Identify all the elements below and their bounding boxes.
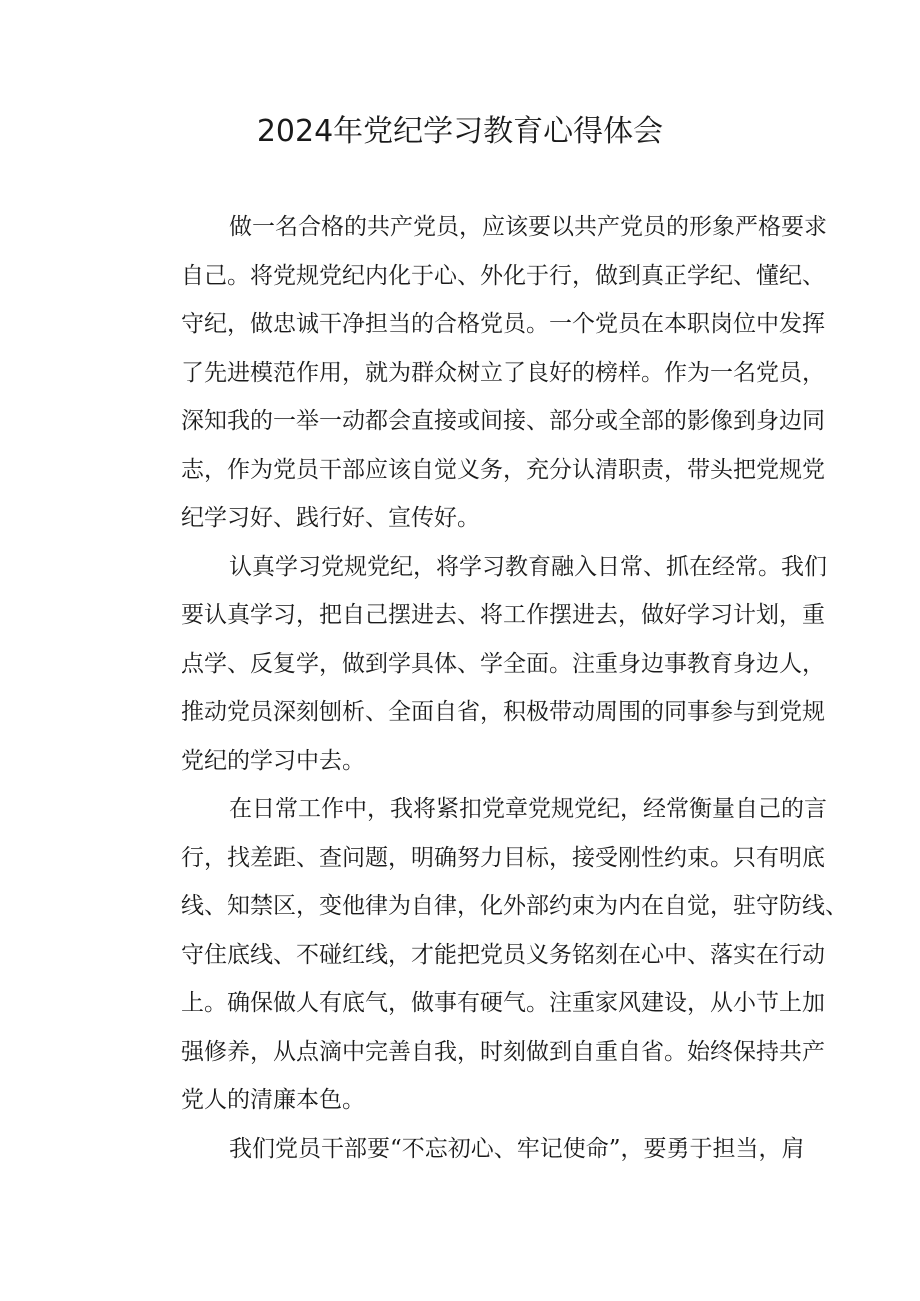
text-line: 自己。将党规党纪内化于心、外化于行，做到真正学纪、懂纪、 [181, 262, 825, 289]
text-line: 强修养，从点滴中完善自我，时刻做到自重自省。始终保持共产 [181, 1038, 825, 1065]
text-line: 深知我的一举一动都会直接或间接、部分或全部的影像到身边同 [181, 408, 825, 434]
text-line: 在日常工作中，我将紧扣党章党规党纪，经常衡量自己的言 [229, 796, 827, 822]
paragraph-4 [133, 1125, 805, 1174]
text-line: 守纪，做忠诚干净担当的合格党员。一个党员在本职岗位中发挥 [181, 311, 825, 337]
text-line: 守住底线、不碰红线，才能把党员义务铭刻在心中、落实在行动 [181, 941, 825, 968]
paragraph-1 [133, 203, 827, 543]
text-line: 了先进模范作用，就为群众树立了良好的榜样。作为一名党员， [181, 359, 825, 386]
text-line: 党纪的学习中去。 [181, 747, 365, 774]
text-line: 推动党员深刻刨析、全面自省，积极带动周围的同事参与到党规 [181, 699, 825, 725]
text-line: 我们党员干部要“不忘初心、牢记使命”，要勇于担当，肩 [229, 1135, 805, 1162]
document-body [133, 203, 848, 1173]
document-title: 2024年党纪学习教育心得体会 [256, 114, 664, 149]
paragraph-2 [133, 543, 827, 786]
text-line: 行，找差距、查问题，明确努力目标，接受刚性约束。只有明底 [181, 844, 825, 871]
paragraph-3 [133, 785, 848, 1125]
text-line: 认真学习党规党纪，将学习教育融入日常、抓在经常。我们 [229, 553, 827, 580]
text-line: 上。确保做人有底气，做事有硬气。注重家风建设，从小节上加 [181, 990, 825, 1016]
text-line: 志，作为党员干部应该自觉义务，充分认清职责，带头把党规党 [181, 456, 825, 483]
text-line: 要认真学习，把自己摆进去、将工作摆进去，做好学习计划，重 [181, 602, 825, 628]
text-line: 线、知禁区，变他律为自律，化外部约束为内在自觉，驻守防线、 [181, 893, 848, 919]
text-line: 纪学习好、践行好、宣传好。 [181, 505, 480, 531]
text-line: 党人的清廉本色。 [181, 1087, 365, 1113]
text-line: 做一名合格的共产党员，应该要以共产党员的形象严格要求 [229, 214, 827, 240]
text-line: 点学、反复学，做到学具体、学全面。注重身边事教育身边人， [181, 650, 825, 677]
